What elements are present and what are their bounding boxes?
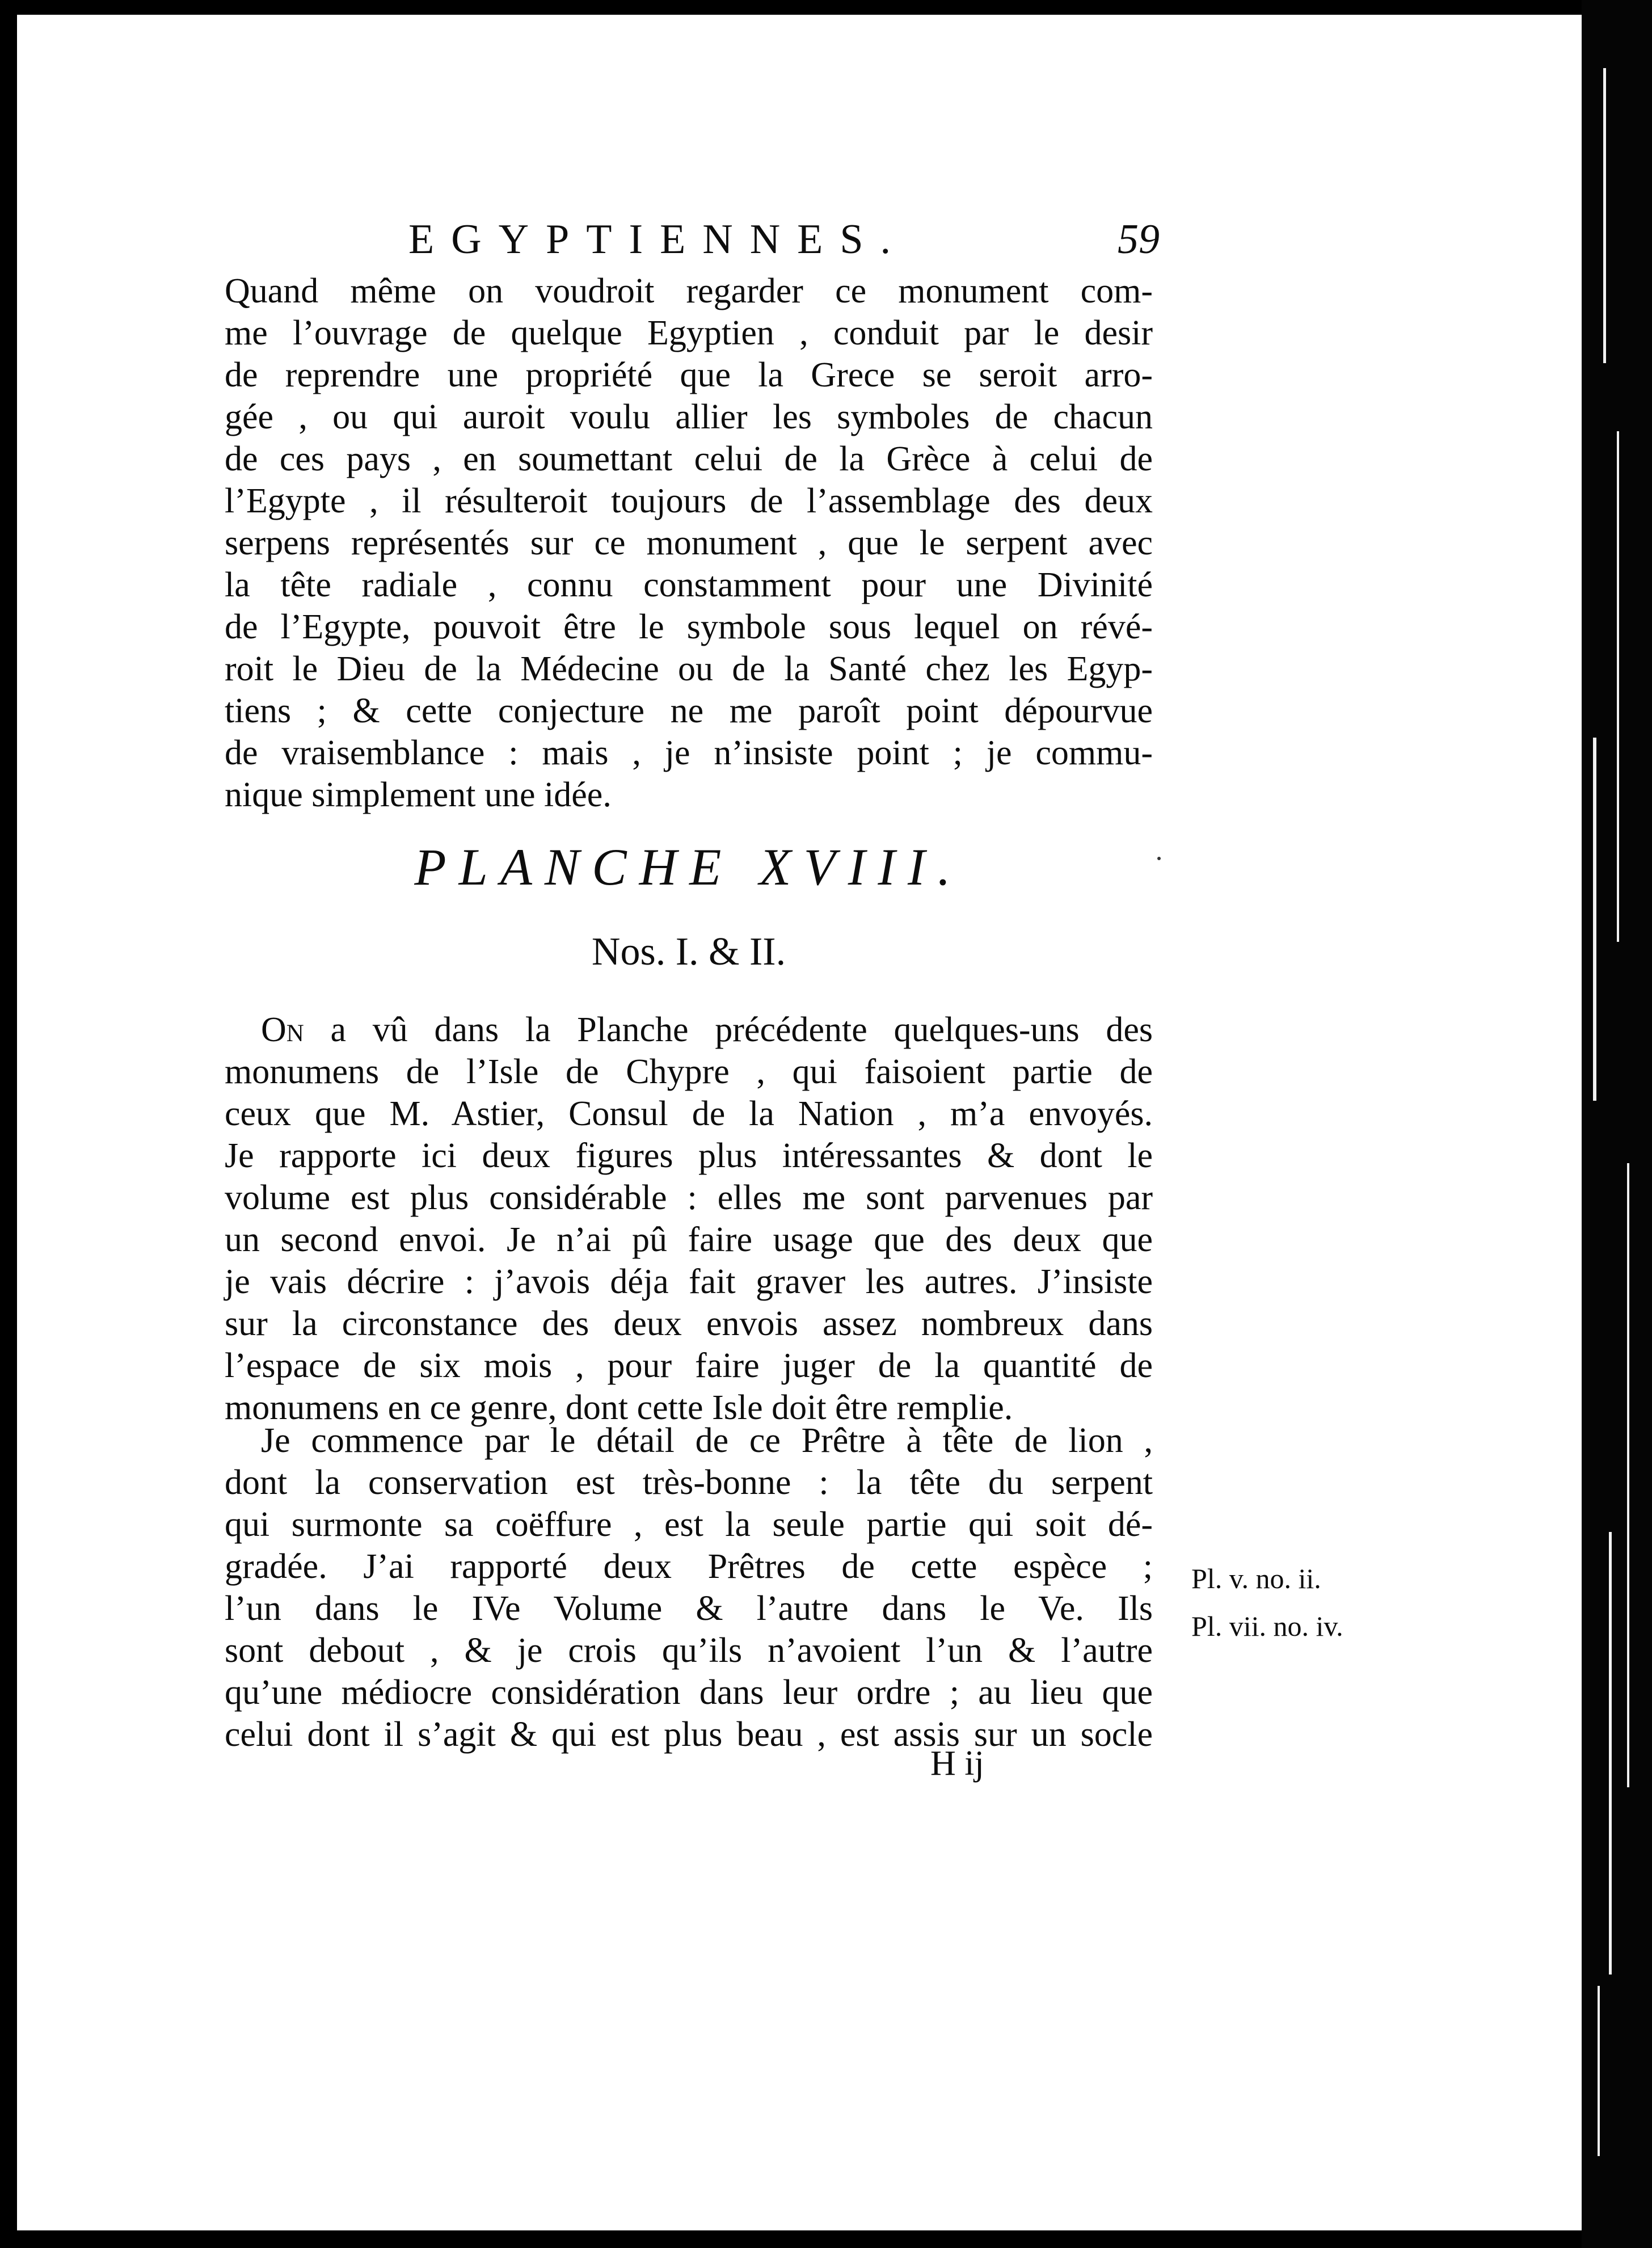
drop-word: On [261,1011,304,1049]
text-line [225,1009,1153,1051]
text-line: un second envoi. Je n’ai pû faire usage que des deux que [225,1220,1153,1259]
text-line: de vraisemblance : mais , je n’insiste point ; je commu- [225,734,1153,772]
text-line: je vais décrire : j’avois déja fait graver les autres. J’insiste [225,1262,1153,1301]
text-line: Quand même on voudroit regarder ce monument com- [225,272,1153,310]
text-line: tiens ; & cette conjecture ne me paroît point dépourvue [225,692,1153,730]
paragraph-3 [225,1420,1153,1756]
text-line: gradée. J’ai rapporté deux Prêtres de cette espèce ; [225,1547,1153,1586]
text-line: roit le Dieu de la Médecine ou de la Santé chez les Egyp- [225,650,1153,688]
text-line: nique simplement une idée. [225,776,612,814]
text-line: monumens en ce genre, dont cette Isle doit être remplie. [225,1388,1013,1427]
paragraph-1 [225,270,1153,816]
text-line: serpens représentés sur ce monument , que le serpent avec [225,524,1153,562]
page-number: 59 [1118,216,1160,263]
text-line: sur la circonstance des deux envois assez nombreux dans [225,1304,1153,1343]
text-line: qui surmonte sa coëffure , est la seule partie qui soit dé- [225,1505,1153,1544]
plate-heading: PLANCHE XVIII. [414,838,963,896]
text-line: Je rapporte ici deux figures plus intéressantes & dont le [225,1136,1153,1175]
text-line: gée , ou qui auroit voulu allier les symboles de chacun [225,398,1153,436]
text-line: monumens de l’Isle de Chypre , qui faisoient partie de [225,1053,1153,1091]
margin-note: Pl. vii. no. iv. [1191,1610,1343,1642]
text-line: qu’une médiocre considération dans leur ordre ; au lieu que [225,1673,1153,1712]
text-line: celui dont il s’agit & qui est plus beau , est assis sur un socle [225,1715,1153,1754]
text-line: de ces pays , en soumettant celui de la Grèce à celui de [225,440,1153,478]
scan-edge [1582,0,1652,2248]
text-line: l’Egypte , il résulteroit toujours de l’assemblage des deux [225,482,1153,520]
text-line: ceux que M. Astier, Consul de la Nation , m’a envoyés. [225,1094,1153,1133]
text-line: la tête radiale , connu constamment pour une Divinité [225,566,1153,604]
text-line: sont debout , & je crois qu’ils n’avoient l’un & l’autre [225,1631,1153,1670]
text-line: de l’Egypte, pouvoit être le symbole sous lequel on révé- [225,608,1153,646]
text-line: de reprendre une propriété que la Grece se seroit arro- [225,356,1153,394]
running-head: EGYPTIENNES. [408,216,908,263]
text-line: volume est plus considérable : elles me sont parvenues par [225,1178,1153,1217]
paragraph-2 [225,1009,1153,1429]
text-line: l’espace de six mois , pour faire juger de la quantité de [225,1346,1153,1385]
ink-speck [1157,857,1161,860]
text-line: dont la conservation est très-bonne : la tête du serpent [225,1463,1153,1502]
text-line-rest: a vû dans la Planche précédente quelques-uns des [304,1011,1153,1049]
text-line: l’un dans le IVe Volume & l’autre dans le Ve. Ils [225,1589,1153,1628]
signature-mark: H ij [930,1744,984,1783]
text-line: Je commence par le détail de ce Prêtre à tête de lion , [261,1421,1153,1460]
text-line: me l’ouvrage de quelque Egyptien , conduit par le desir [225,314,1153,352]
margin-note: Pl. v. no. ii. [1191,1563,1321,1594]
numbers-heading: Nos. I. & II. [591,930,786,974]
